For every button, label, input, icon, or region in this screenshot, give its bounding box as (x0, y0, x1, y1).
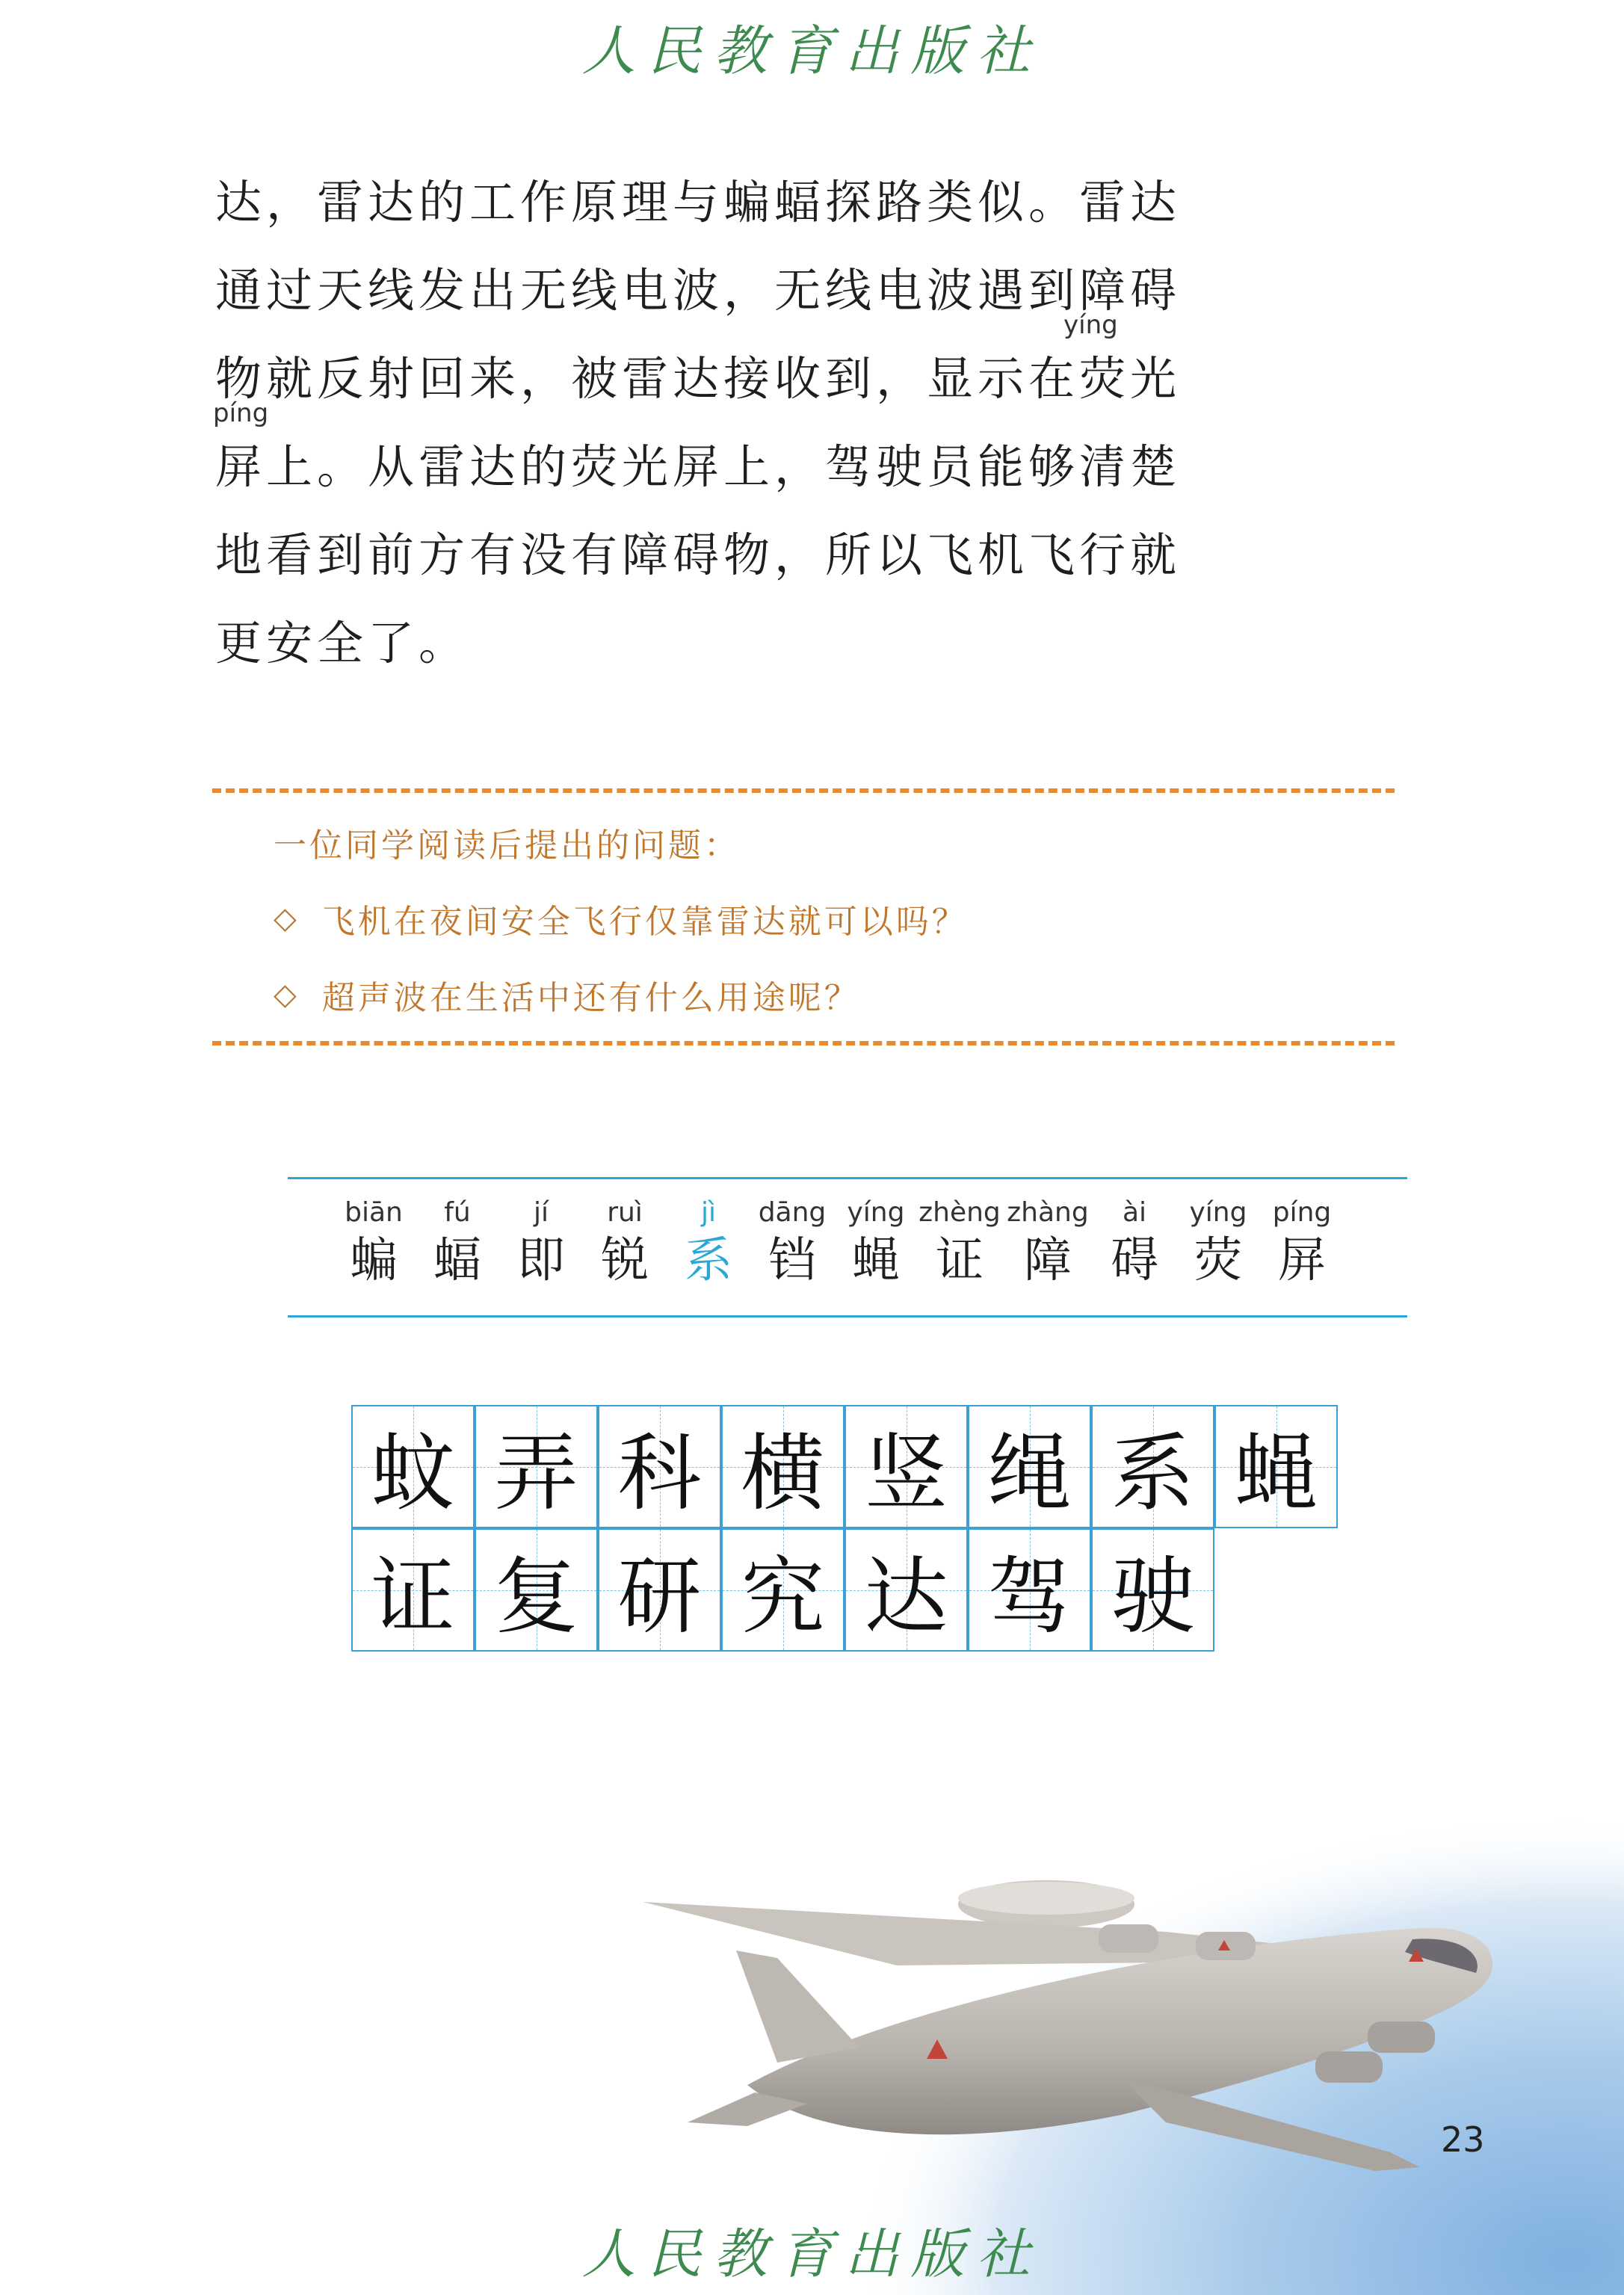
writing-grid-cell (475, 1405, 598, 1528)
passage-line: 达，雷达的工作原理与蝙蝠探路类似。雷达 (215, 175, 1182, 229)
writing-grid-cell (845, 1405, 968, 1528)
vocabulary-item (918, 1197, 1001, 1288)
vocabulary-pinyin: yíng (847, 1197, 905, 1228)
vocabulary-pinyin: dāng (758, 1197, 827, 1228)
vocabulary-pinyin: ài (1122, 1197, 1147, 1228)
vocabulary-item (667, 1197, 750, 1288)
vocabulary-pinyin: yíng (1189, 1197, 1247, 1228)
vocabulary-item (751, 1197, 833, 1288)
vocabulary-pinyin: ruì (607, 1197, 643, 1228)
question-box (212, 788, 1395, 1045)
writing-character: 证 (371, 1548, 455, 1646)
vocabulary-pinyin: fú (444, 1197, 471, 1228)
writing-character: 弄 (494, 1425, 578, 1522)
question-text: 超声波在生活中还有什么用途呢？ (321, 979, 860, 1017)
publisher-watermark-bottom: 人民教育出版社 (581, 2223, 1043, 2285)
passage-line: 更安全了。 (215, 616, 470, 670)
question-box-title: 一位同学阅读后提出的问题： (274, 827, 740, 865)
vocabulary-item (1007, 1197, 1089, 1288)
writing-grid-cell (351, 1528, 475, 1652)
vocabulary-character: 荧 (1194, 1233, 1242, 1288)
passage-line-text: 物就反射回来，被雷达接收到，显示在荧光 (215, 351, 1182, 406)
writing-grid-cell (1091, 1528, 1214, 1652)
writing-grid-cell (968, 1405, 1091, 1528)
vocabulary-strip (288, 1177, 1407, 1318)
top-divider (212, 788, 1395, 793)
passage-line-text: 屏上。从雷达的荧光屏上，驾驶员能够清楚 (215, 439, 1182, 494)
vocabulary-pinyin: zhàng (1007, 1197, 1089, 1228)
passage-line (215, 310, 1187, 423)
page-number: 23 (1441, 2119, 1485, 2160)
writing-grid-cell (721, 1405, 845, 1528)
writing-character: 研 (617, 1548, 702, 1646)
vocabulary-character: 铛 (768, 1233, 816, 1288)
writing-character: 横 (741, 1425, 825, 1522)
vocabulary-pinyin: píng (1272, 1197, 1332, 1228)
vocabulary-top-rule (288, 1177, 1407, 1179)
writing-grid-cell (968, 1528, 1091, 1652)
writing-grid-cell (598, 1528, 721, 1652)
vocabulary-character: 锐 (601, 1233, 649, 1288)
vocabulary-pinyin: jí (533, 1197, 549, 1228)
vocabulary-character: 蝇 (852, 1233, 900, 1288)
vocabulary-pinyin: biān (345, 1197, 403, 1228)
writing-character: 复 (494, 1548, 578, 1646)
writing-grid-cell (721, 1528, 845, 1652)
writing-character: 达 (864, 1548, 948, 1646)
pinyin-annotation-ying: yíng (1063, 310, 1118, 340)
vocabulary-item (416, 1197, 498, 1288)
question-item (274, 895, 968, 942)
vocabulary-character: 碍 (1111, 1233, 1158, 1288)
writing-character: 系 (1111, 1425, 1195, 1522)
writing-character: 科 (617, 1425, 702, 1522)
writing-grid-cell (1214, 1405, 1338, 1528)
writing-grid-cell (351, 1405, 475, 1528)
writing-character: 蚊 (371, 1425, 455, 1522)
vocabulary-item (333, 1197, 415, 1288)
vocabulary-character: 障 (1024, 1233, 1072, 1288)
passage-text (215, 158, 1187, 688)
writing-grid-cell (845, 1528, 968, 1652)
diamond-bullet-icon: ◇ (274, 977, 300, 1012)
vocabulary-character: 屏 (1278, 1233, 1326, 1288)
writing-character: 绳 (987, 1425, 1072, 1522)
vocabulary-character: 蝙 (350, 1233, 398, 1288)
vocabulary-character: 蝠 (433, 1233, 481, 1288)
writing-character: 究 (741, 1548, 825, 1646)
vocabulary-item (1261, 1197, 1343, 1288)
bottom-divider (212, 1041, 1395, 1045)
passage-line (213, 398, 1187, 511)
vocabulary-item (584, 1197, 666, 1288)
writing-character: 驾 (987, 1548, 1072, 1646)
vocabulary-character: 证 (936, 1233, 984, 1288)
publisher-watermark-top: 人民教育出版社 (581, 19, 1043, 82)
vocabulary-pinyin: jì (700, 1197, 716, 1228)
vocabulary-character: 即 (517, 1233, 565, 1288)
vocabulary-pinyin: zhèng (918, 1197, 1001, 1228)
question-text: 飞机在夜间安全飞行仅靠雷达就可以吗？ (321, 903, 968, 941)
vocabulary-character: 系 (685, 1233, 732, 1288)
writing-grid-cell (475, 1528, 598, 1652)
vocabulary-item (1093, 1197, 1176, 1288)
passage-line: 地看到前方有没有障碍物，所以飞机飞行就 (215, 528, 1182, 582)
pinyin-annotation-ping: píng (213, 398, 269, 428)
writing-character: 驶 (1111, 1548, 1195, 1646)
question-item (274, 971, 860, 1019)
vocabulary-item (835, 1197, 917, 1288)
passage-line: 通过天线发出无线电波，无线电波遇到障碍 (215, 263, 1182, 318)
writing-grid-cell (1091, 1405, 1214, 1528)
writing-character: 竖 (864, 1425, 948, 1522)
vocabulary-bottom-rule (288, 1315, 1407, 1318)
vocabulary-item (500, 1197, 582, 1288)
diamond-bullet-icon: ◇ (274, 901, 300, 936)
writing-grid-cell (598, 1405, 721, 1528)
vocabulary-item (1177, 1197, 1259, 1288)
writing-character: 蝇 (1234, 1425, 1318, 1522)
